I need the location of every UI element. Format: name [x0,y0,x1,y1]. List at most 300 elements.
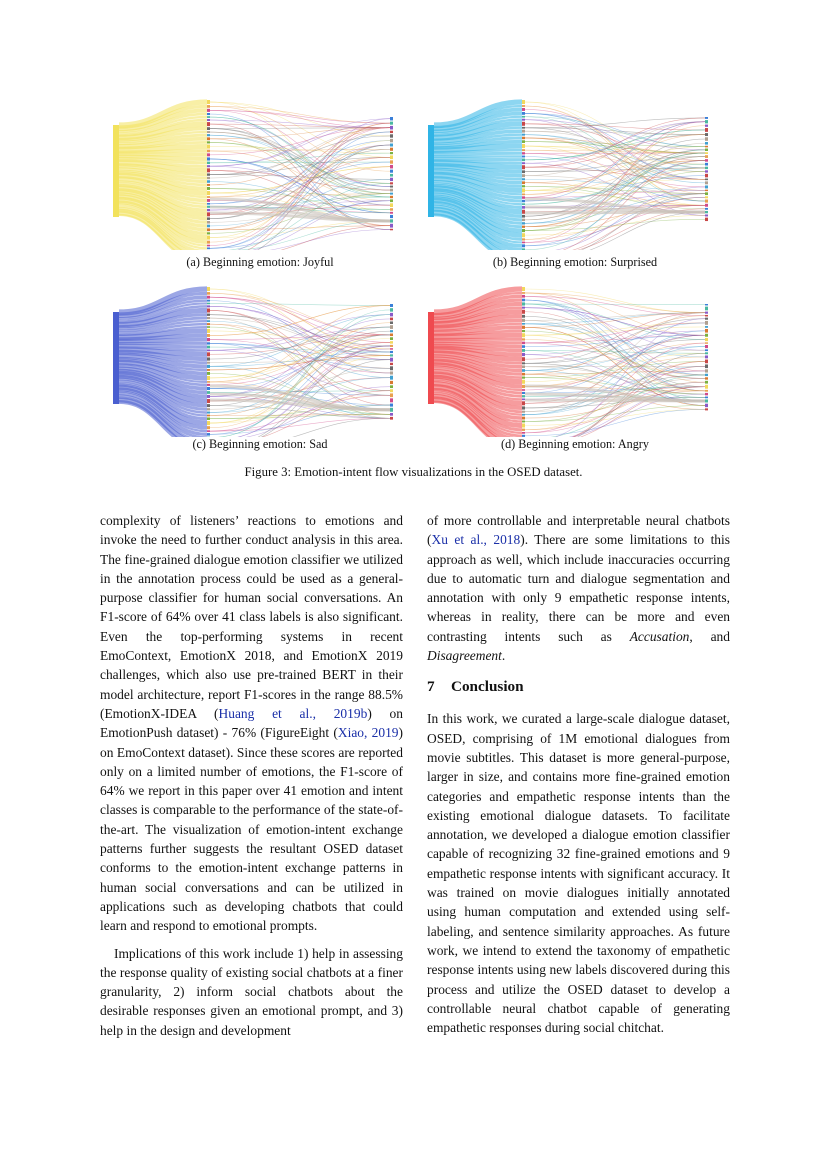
target-node [390,341,393,344]
target-node [390,321,393,324]
target-node [390,215,393,218]
middle-node [522,365,525,368]
middle-node [207,426,210,429]
target-node [390,351,393,353]
target-node [390,376,393,380]
middle-node [207,228,210,231]
middle-node [522,330,525,332]
target-node [390,131,393,133]
target-node [390,408,393,412]
target-node [390,366,393,370]
text-run: of more controllable and interpretable neural chatbots ( [427,513,730,548]
target-node [705,137,708,141]
text-run: complexity of listeners’ reactions to emotions and invoke the need to further conduct analysis in this area. The fine-grained dialogue emotion classifier we utilized in the annotation process could be used as a general-purpose classifier for human social conversations. An F1-score of 64% over 41 class labels is also significant. Even the top-performing systems in recent EmoContext, EmotionX 2018, and EmotionX 2019 challenges, which also use pre-trained BERT in their model architecture, report F1-scores in the range 88.5% (EmotionX-IDEA ( [100,513,403,721]
middle-node [207,320,210,322]
middle-node [207,287,210,291]
target-node [390,174,393,177]
middle-node [207,399,210,403]
flow-link [119,151,207,152]
emphasis: Disagreement [427,648,502,664]
middle-node [207,100,210,104]
middle-node [207,122,210,126]
target-node [390,417,393,420]
source-node [428,125,434,217]
target-node [705,399,708,402]
target-node [390,178,393,181]
target-node [705,196,708,198]
middle-node [207,381,210,383]
middle-node [522,406,525,409]
middle-node [207,141,210,143]
target-node [390,348,393,350]
middle-node [207,113,210,115]
target-node [390,224,393,228]
target-node [390,148,393,151]
middle-node [522,349,525,352]
target-node [390,186,393,188]
middle-node [522,392,525,394]
middle-node [522,369,525,372]
flow-link [525,293,705,335]
figure-b [425,95,725,250]
target-node [705,393,708,395]
target-node [390,126,393,130]
target-node [705,338,708,341]
middle-node [522,174,525,177]
middle-node [522,389,525,391]
text-run: , and [689,628,730,644]
middle-node [207,346,210,349]
middle-node [522,292,525,294]
left-paragraph-2: Implications of this work include 1) help in assessing the response quality of existing social chatbots at a finer granularity, 2) inform social chatbots about the desirable responses given an emotional prompt, and 3) help in the design and development [100,945,403,1038]
target-node [705,315,708,317]
citation-link[interactable]: Xu et al., 2018 [431,532,521,548]
middle-node [522,302,525,305]
target-node [390,413,393,416]
middle-node [207,225,210,228]
middle-node [522,319,525,322]
middle-node [522,385,525,388]
target-node [390,199,393,202]
target-node [390,318,393,321]
target-node [705,385,708,389]
target-node [705,304,708,305]
middle-node [522,116,525,118]
middle-node [207,308,210,312]
middle-node [522,206,525,209]
target-node [390,134,393,137]
middle-node [207,303,210,305]
middle-node [207,236,210,240]
middle-node [522,323,525,325]
text-run: ) on EmoContext dataset). Since these scores are reported only on a limited number of emotions, the F1-score of 64% we report in this paper over 41 emotion and intent classes is comparable to the performance of the state-of-the-art. The visualization of emotion-intent exchange patterns further suggests the resultant OSED dataset conforms to the emotion-intent exchange patterns in human social conversations and can be utilized in applications such as developing chatbots that could learn and respond to emotional prompts. [100,725,403,934]
middle-node [207,247,210,249]
target-node [390,229,393,230]
middle-node [522,242,525,244]
middle-node [522,100,525,104]
target-node [390,139,393,142]
target-node [705,218,708,221]
target-node [390,389,393,392]
middle-node [207,300,210,302]
middle-node [522,315,525,318]
middle-node [522,338,525,340]
source-node [113,312,119,404]
middle-node [522,353,525,356]
middle-node [522,417,525,420]
middle-node [207,217,210,219]
target-node [390,152,393,154]
target-node [705,329,708,333]
middle-node [207,338,210,341]
target-node [390,358,393,362]
middle-node [207,203,210,205]
target-node [705,334,708,337]
target-node [705,185,708,188]
target-node [390,345,393,347]
middle-node [207,326,210,328]
middle-node [522,170,525,173]
middle-node [522,429,525,431]
middle-node [522,137,525,139]
middle-node [522,307,525,309]
middle-node [207,417,210,419]
middle-node [522,215,525,218]
middle-node [207,187,210,190]
target-node [390,398,393,402]
middle-node [522,112,525,115]
middle-node [207,404,210,407]
middle-node [207,206,210,208]
text-run: ) on EmotionPush dataset) - 76% (FigureEight ( [100,705,403,741]
middle-node [522,395,525,397]
target-node [705,159,708,162]
middle-node [207,352,210,356]
middle-node [522,287,525,291]
flow-link [434,335,522,337]
text-run: ). There are some limitations to this approach as well, which include inaccuracies occurring due to automatic turn and dialogue segmentation and annotation with only 9 empathetic response intents, whereas in reality, there can be more and even contrasting intents such as [427,532,730,644]
middle-node [522,373,525,376]
middle-node [522,156,525,158]
middle-node [207,241,210,244]
left-paragraph-1 [100,511,403,936]
target-node [705,369,708,372]
target-node [390,371,393,374]
target-node [390,170,393,173]
subcaption-b: (b) Beginning emotion: Surprised [492,255,658,269]
middle-node [522,200,525,202]
middle-node [207,334,210,337]
target-node [705,146,708,148]
target-node [705,128,708,132]
target-node [705,155,708,158]
target-node [705,345,708,348]
middle-node [207,323,210,325]
middle-node [207,342,210,344]
citation-link[interactable]: Huang et al., 2019b [218,705,368,721]
target-node [705,204,708,207]
target-node [705,120,708,123]
target-node [705,381,708,384]
flow-link [525,340,705,364]
target-node [705,152,708,154]
middle-node [522,140,525,143]
middle-node [522,310,525,314]
target-node [390,325,393,329]
middle-node [207,245,210,247]
middle-node [522,333,525,337]
target-node [705,133,708,136]
middle-node [207,145,210,149]
target-node [705,200,708,203]
target-node [390,330,393,332]
middle-node [207,372,210,375]
flow-link [525,194,705,250]
middle-node [207,412,210,414]
target-node [705,355,708,358]
middle-node [207,415,210,417]
middle-node [522,357,525,361]
section-heading [427,677,730,697]
target-node [390,208,393,210]
middle-node [522,108,525,111]
middle-node [207,329,210,333]
target-node [705,208,708,210]
subcaption-a: (a) Beginning emotion: Joyful [186,255,334,269]
section-title: Conclusion [451,678,524,696]
target-node [705,352,708,354]
target-node [705,117,708,119]
middle-node [522,127,525,129]
middle-node [522,152,525,154]
source-node [113,125,119,217]
middle-node [522,181,525,184]
middle-node [522,229,525,232]
middle-node [207,162,210,164]
middle-node [207,196,210,198]
target-node [705,181,708,184]
sankey-angry [425,282,725,437]
middle-node [522,414,525,416]
target-node [390,155,393,159]
target-node [705,321,708,325]
middle-node [522,165,525,169]
flow-link [525,313,705,321]
middle-node [207,134,210,136]
target-node [705,211,708,213]
middle-node [522,119,525,121]
flow-link [210,120,390,128]
middle-node [207,150,210,153]
target-node [390,385,393,388]
subcaption-c: (c) Beginning emotion: Sad [192,437,328,451]
middle-node [522,210,525,214]
target-node [390,363,393,365]
middle-node [522,134,525,136]
sankey-surprised [425,95,725,250]
middle-node [207,109,210,112]
middle-node [522,130,525,133]
middle-node [207,296,210,299]
middle-node [522,219,525,221]
middle-node [522,194,525,196]
source-node [428,312,434,404]
middle-node [207,173,210,175]
middle-node [522,421,525,423]
right-paragraph-2: In this work, we curated a large-scale dialogue dataset, OSED, comprising of 1M emotional dialogues from movie subtitles. This dataset is more general-purpose, larger in size, and contains more fine-grained emotion categories and empathetic response intents than the existing emotional dialogue datasets. To facilitate annotation, we developed a dialogue emotion classifier capable of recognizing 32 fine-grained emotions and 9 empathetic response intents with significant accuracy. It was trained on movie dialogues initially annotated using human computation and extended using self-labeling, and sentence similarity approaches. As future work, we intend to extend the taxonomy of empathetic response intents using new labels discovered during this process and utilize the OSED dataset to develop a controllable neural chatbot capable of generating empathetic responses during social chitchat. [427,711,730,1036]
target-node [390,308,393,312]
target-node [390,160,393,163]
target-node [705,179,708,181]
figure-caption: Figure 3: Emotion-intent flow visualizations in the OSED dataset. [244,465,583,479]
target-node [390,354,393,356]
target-node [705,342,708,343]
middle-node [522,380,525,384]
middle-node [522,203,525,205]
middle-node [207,157,210,160]
middle-node [522,424,525,428]
middle-node [522,196,525,198]
citation-link[interactable]: Xiao, 2019 [337,725,399,741]
target-node [390,122,393,125]
middle-node [207,191,210,195]
target-node [705,190,708,192]
target-node [705,307,708,311]
target-node [390,404,393,407]
target-node [705,390,708,392]
middle-node [207,314,210,316]
target-node [705,318,708,320]
target-node [390,337,393,340]
target-node [705,167,708,169]
section-number: 7 [427,678,435,696]
middle-node [522,295,525,298]
target-node [390,212,393,214]
target-node [390,182,393,184]
middle-node [207,369,210,371]
middle-node [207,184,210,186]
target-node [705,312,708,314]
middle-node [522,342,525,344]
middle-node [207,376,210,380]
flow-link [434,153,522,154]
flow-link [525,304,705,305]
middle-node [522,222,525,224]
middle-node [522,233,525,237]
right-paragraph-1 [427,511,730,665]
target-node [705,374,708,376]
middle-node [522,188,525,192]
left-column [100,511,403,1040]
flow-link [525,400,705,401]
middle-node [207,209,210,211]
middle-node [207,153,210,156]
middle-node [207,384,210,386]
middle-node [522,299,525,302]
figure-c [110,282,410,437]
emphasis: Accusation [629,628,690,644]
middle-node [522,185,525,187]
middle-node [207,433,210,436]
target-node [705,163,708,166]
target-node [705,192,708,195]
figure-a [110,95,410,250]
target-node [705,397,708,399]
target-node [390,193,393,195]
middle-node [207,362,210,364]
target-node [705,404,708,407]
middle-node [207,116,210,118]
middle-node [207,408,210,410]
target-node [390,393,393,397]
middle-node [207,199,210,202]
middle-node [522,159,525,162]
target-node [705,170,708,172]
middle-node [522,398,525,400]
target-node [705,326,708,328]
sankey-sad [110,282,410,437]
flow-link [210,221,390,250]
middle-node [207,395,210,398]
subcaption-d: (d) Beginning emotion: Angry [501,437,649,451]
middle-node [522,432,525,434]
middle-node [207,430,210,432]
target-node [705,214,708,216]
middle-node [522,248,525,250]
target-node [705,377,708,379]
middle-node [522,411,525,413]
middle-node [207,165,210,167]
middle-node [207,221,210,224]
middle-node [207,365,210,368]
middle-node [522,345,525,348]
target-node [390,165,393,169]
middle-node [207,387,210,390]
flow-link [119,340,207,342]
middle-node [207,357,210,360]
flow-link [210,110,390,123]
middle-node [522,149,525,151]
middle-node [522,178,525,180]
middle-node [207,317,210,319]
target-node [390,117,393,120]
middle-node [207,131,210,133]
middle-node [207,349,210,351]
middle-node [207,137,210,140]
middle-node [207,177,210,179]
middle-node [207,180,210,183]
target-node [705,408,708,410]
middle-node [207,421,210,425]
middle-node [207,391,210,394]
flow-link [210,303,390,305]
target-node [390,144,393,147]
target-node [390,196,393,198]
flow-link [210,132,390,183]
target-node [390,203,393,207]
middle-node [522,326,525,329]
target-node [705,149,708,151]
middle-node [522,244,525,247]
target-node [705,125,708,127]
figure-d [425,282,725,437]
target-node [390,304,393,307]
target-node [705,364,708,368]
middle-node [522,122,525,126]
middle-node [207,305,210,307]
sankey-joyful [110,95,410,250]
text-run: . [501,648,506,664]
